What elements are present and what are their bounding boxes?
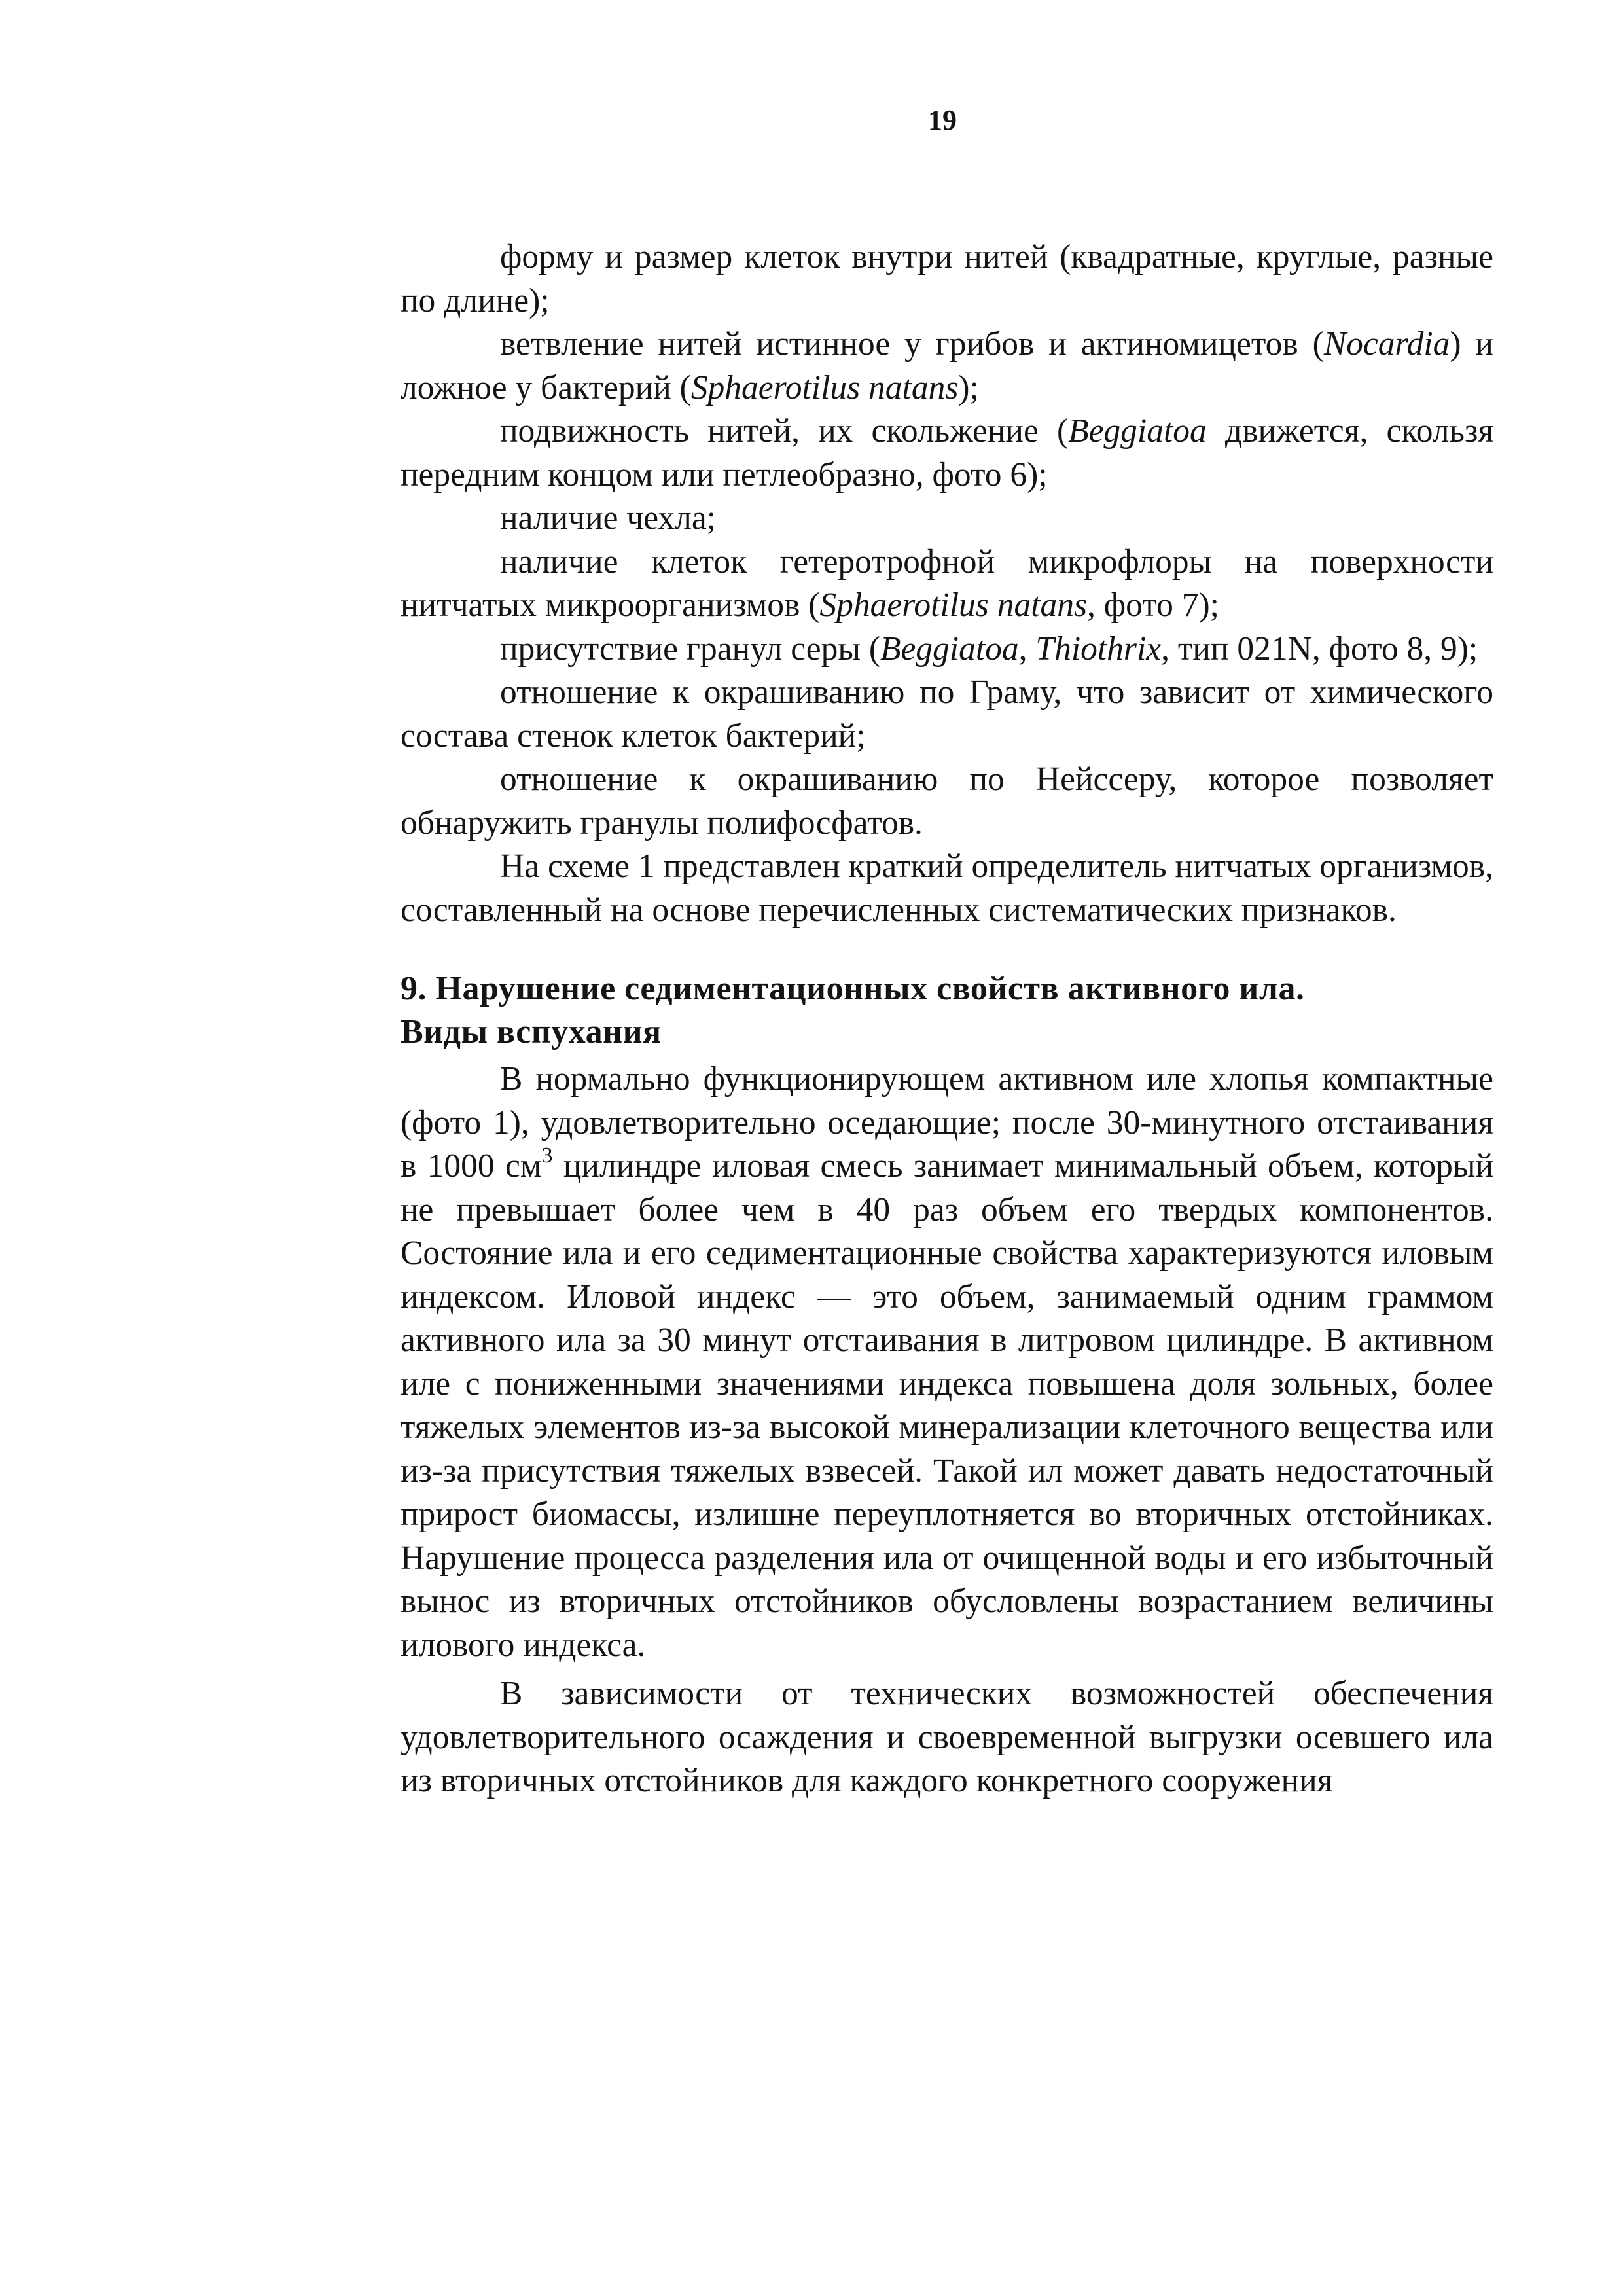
list-item [401, 236, 1493, 323]
section-heading-line-2: Виды вспухания [401, 1013, 662, 1050]
list-item [401, 628, 1493, 672]
list-item [401, 758, 1493, 845]
body-paragraph [401, 1058, 1493, 1667]
list-item [401, 541, 1493, 628]
text-run: движется, скользя передним концом или петлеобразно, фото 6); [401, 412, 1494, 493]
list-item [401, 410, 1493, 497]
text-run: наличие чехла; [500, 499, 717, 537]
italic-term: Beggiatoa [880, 630, 1019, 668]
text-run: На схеме 1 представлен краткий определитель нитчатых организмов, составленный на основе перечисленных систематических признаков. [401, 848, 1493, 929]
text-run: наличие клеток гетеротрофной микрофлоры на поверхности нитчатых микроорганизмов ( [401, 543, 1493, 624]
italic-term: Sphaerotilus natans [690, 368, 959, 406]
text-run: отношение к окрашиванию по Нейссеру, которое позволяет обнаружить гранулы полифосфатов. [401, 761, 1493, 842]
text-run: , тип 021N, фото 8, 9); [1161, 630, 1478, 668]
document-body [401, 236, 1493, 1803]
section-heading-line-1: 9. Нарушение седиментационных свойств активного ила. [401, 970, 1305, 1007]
italic-term: Nocardia [1323, 325, 1450, 363]
text-run: , [1018, 630, 1036, 668]
text-run: , фото 7); [1087, 586, 1219, 624]
list-item [401, 323, 1493, 410]
text-run: цилиндре иловая смесь занимает минимальный объем, который не превышает более чем в 40 раз объем его твердых компонентов. Состояние ила и его седиментационные свойства характеризуются иловым индексом. Иловой индекс — это объем, занимаемый одним граммом активного ила за 30 минут отстаивания в литровом цилиндре. В активном иле с пониженными значениями индекса повышена доля зольных, более тяжелых элементов из-за высокой минерализации клеточного вещества или из-за присутствия тяжелых взвесей. Такой ил может давать недостаточный прирост биомассы, излишне переуплотняется во вторичных отстойниках. Нарушение процесса разделения ила от очищенной воды и его избыточный вынос из вторичных отстойников обусловлены возрастанием величины илового индекса. [401, 1147, 1494, 1664]
text-run: ) и ложное у бактерий ( [401, 325, 1493, 406]
text-run: В нормально функционирующем активном иле хлопья компактные (фото 1), удовлетворительно оседающие; после 30-минутного отстаивания в 1000 см [401, 1060, 1493, 1185]
text-run: ветвление нитей истинное у грибов и актиномицетов ( [500, 325, 1324, 363]
page-number: 19 [928, 104, 957, 136]
superscript: 3 [541, 1143, 553, 1168]
text-run: отношение к окрашиванию по Граму, что зависит от химического состава стенок клеток бактерий; [401, 673, 1493, 755]
italic-term: Thiothrix [1035, 630, 1162, 668]
section-heading [401, 967, 1493, 1054]
text-run: форму и размер клеток внутри нитей (квадратные, круглые, разные по длине); [401, 238, 1493, 319]
list-item [401, 671, 1493, 758]
body-paragraph [401, 1672, 1493, 1803]
list-item [401, 497, 1493, 541]
criteria-list [401, 236, 1493, 932]
italic-term: Beggiatoa [1068, 412, 1207, 450]
list-item [401, 845, 1493, 932]
text-run: ); [958, 368, 979, 406]
text-run: присутствие гранул серы ( [500, 630, 880, 668]
italic-term: Sphaerotilus natans [819, 586, 1088, 624]
text-run: В зависимости от технических возможностей обеспечения удовлетворительного осаждения и своевременной выгрузки осевшего ила из вторичных отстойников для каждого конкретного сооружения [401, 1675, 1493, 1799]
text-run: подвижность нитей, их скольжение ( [500, 412, 1069, 450]
